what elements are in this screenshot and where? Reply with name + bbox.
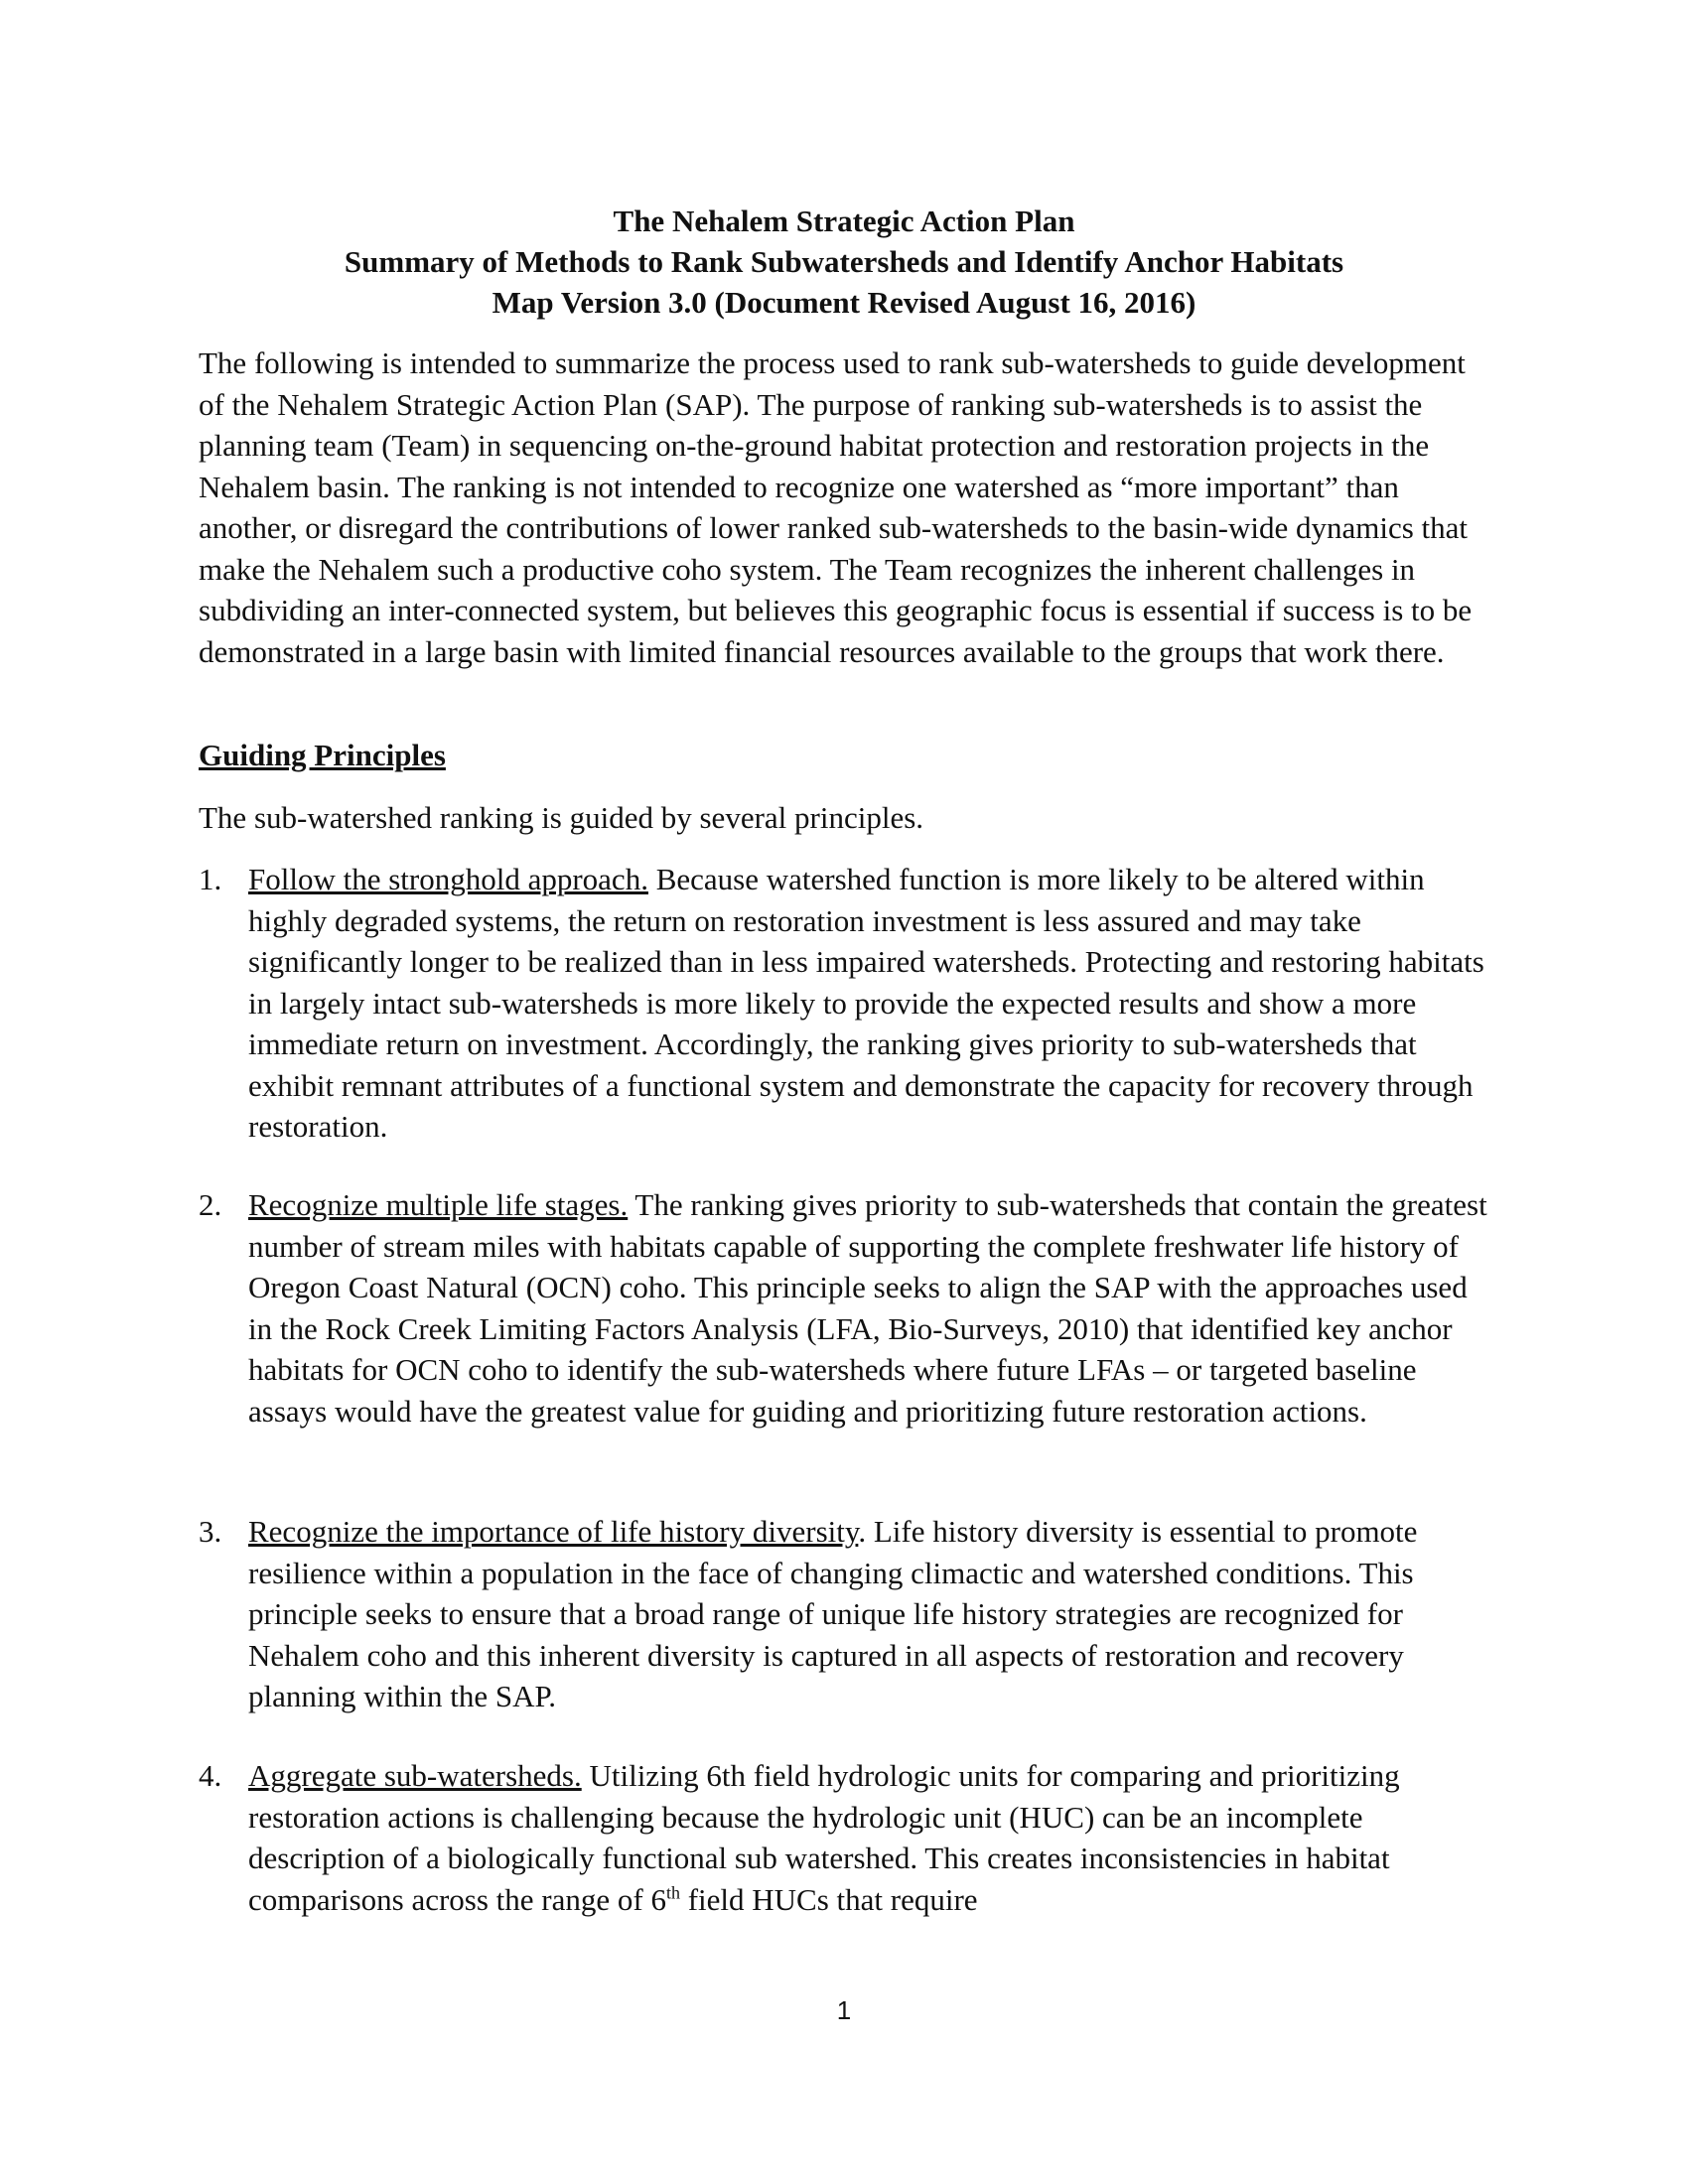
title-line-3: Map Version 3.0 (Document Revised August 16, 2016) [492,285,1196,320]
superscript-th: th [665,1882,680,1903]
principle-text-continued: field HUCs that require [679,1881,978,1917]
title-line-1: The Nehalem Strategic Action Plan [613,204,1075,238]
list-body [248,859,1489,1148]
list-number: 1. [199,862,222,896]
list-body [248,1511,1489,1717]
list-number: 3. [199,1514,222,1549]
list-body [248,1755,1489,1920]
principle-heading: Recognize multiple life stages. [248,1187,629,1222]
title-line-2: Summary of Methods to Rank Subwatersheds and Identify Anchor Habitats [344,244,1344,279]
principle-text: Because watershed function is more likely to be altered within highly degraded systems, the return on restoration investment is less assured and may take significantly longer to be realized than in less impaired watersheds. Protecting and restoring habitats in largely intact sub-watersheds is more likely to provide the expected results and show a more immediate return on investment. Accordingly, the ranking gives priority to sub-watersheds that exhibit remnant attributes of a functional system and demonstrate the capacity for recovery through restoration. [248,862,1484,1144]
list-number: 4. [199,1758,222,1793]
page-number: 1 [836,1995,852,2025]
principle-heading: Follow the stronghold approach. [248,862,648,896]
principle-heading: Recognize the importance of life history diversity [248,1514,859,1549]
document-title [0,201,1688,323]
section-heading: Guiding Principles [199,738,446,772]
intro-paragraph: The following is intended to summarize the process used to rank sub-watersheds to guide development of the Nehalem Strategic Action Plan (SAP). The purpose of ranking sub-watersheds is to assist the planning team (Team) in sequencing on-the-ground habitat protection and restoration projects in the Nehalem basin. The ranking is not intended to recognize one watershed as “more important” than another, or disregard the contributions of lower ranked sub-watersheds to the basin-wide dynamics that make the Nehalem such a productive coho system. The Team recognizes the inherent challenges in subdividing an inter-connected system, but believes this geographic focus is essential if success is to be demonstrated in a large basin with limited financial resources available to the groups that work there. [199,345,1473,669]
principle-text: Utilizing 6th field hydrologic units for comparing and prioritizing restoration actions is challenging because the hydrologic unit (HUC) can be an incomplete description of a biologically functional sub watershed. This creates inconsistencies in habitat comparisons across the range of 6 [248,1758,1400,1917]
list-body [248,1184,1489,1432]
principle-heading: Aggregate sub-watersheds. [248,1758,582,1793]
list-number: 2. [199,1187,222,1222]
principle-text: . Life history diversity is essential to promote resilience within a population in the face of changing climactic and watershed conditions. This principle seeks to ensure that a broad range of unique life history strategies are recognized for Nehalem coho and this inherent diversity is captured in all aspects of restoration and recovery planning within the SAP. [248,1514,1418,1713]
principle-text: The ranking gives priority to sub-watersheds that contain the greatest number of stream miles with habitats capable of supporting the complete freshwater life history of Oregon Coast Natural (OCN) coho. This principle seeks to align the SAP with the approaches used in the Rock Creek Limiting Factors Analysis (LFA, Bio-Surveys, 2010) that identified key anchor habitats for OCN coho to identify the sub-watersheds where future LFAs – or targeted baseline assays would have the greatest value for guiding and prioritizing future restoration actions. [248,1187,1487,1429]
lead-paragraph: The sub-watershed ranking is guided by several principles. [199,800,924,835]
